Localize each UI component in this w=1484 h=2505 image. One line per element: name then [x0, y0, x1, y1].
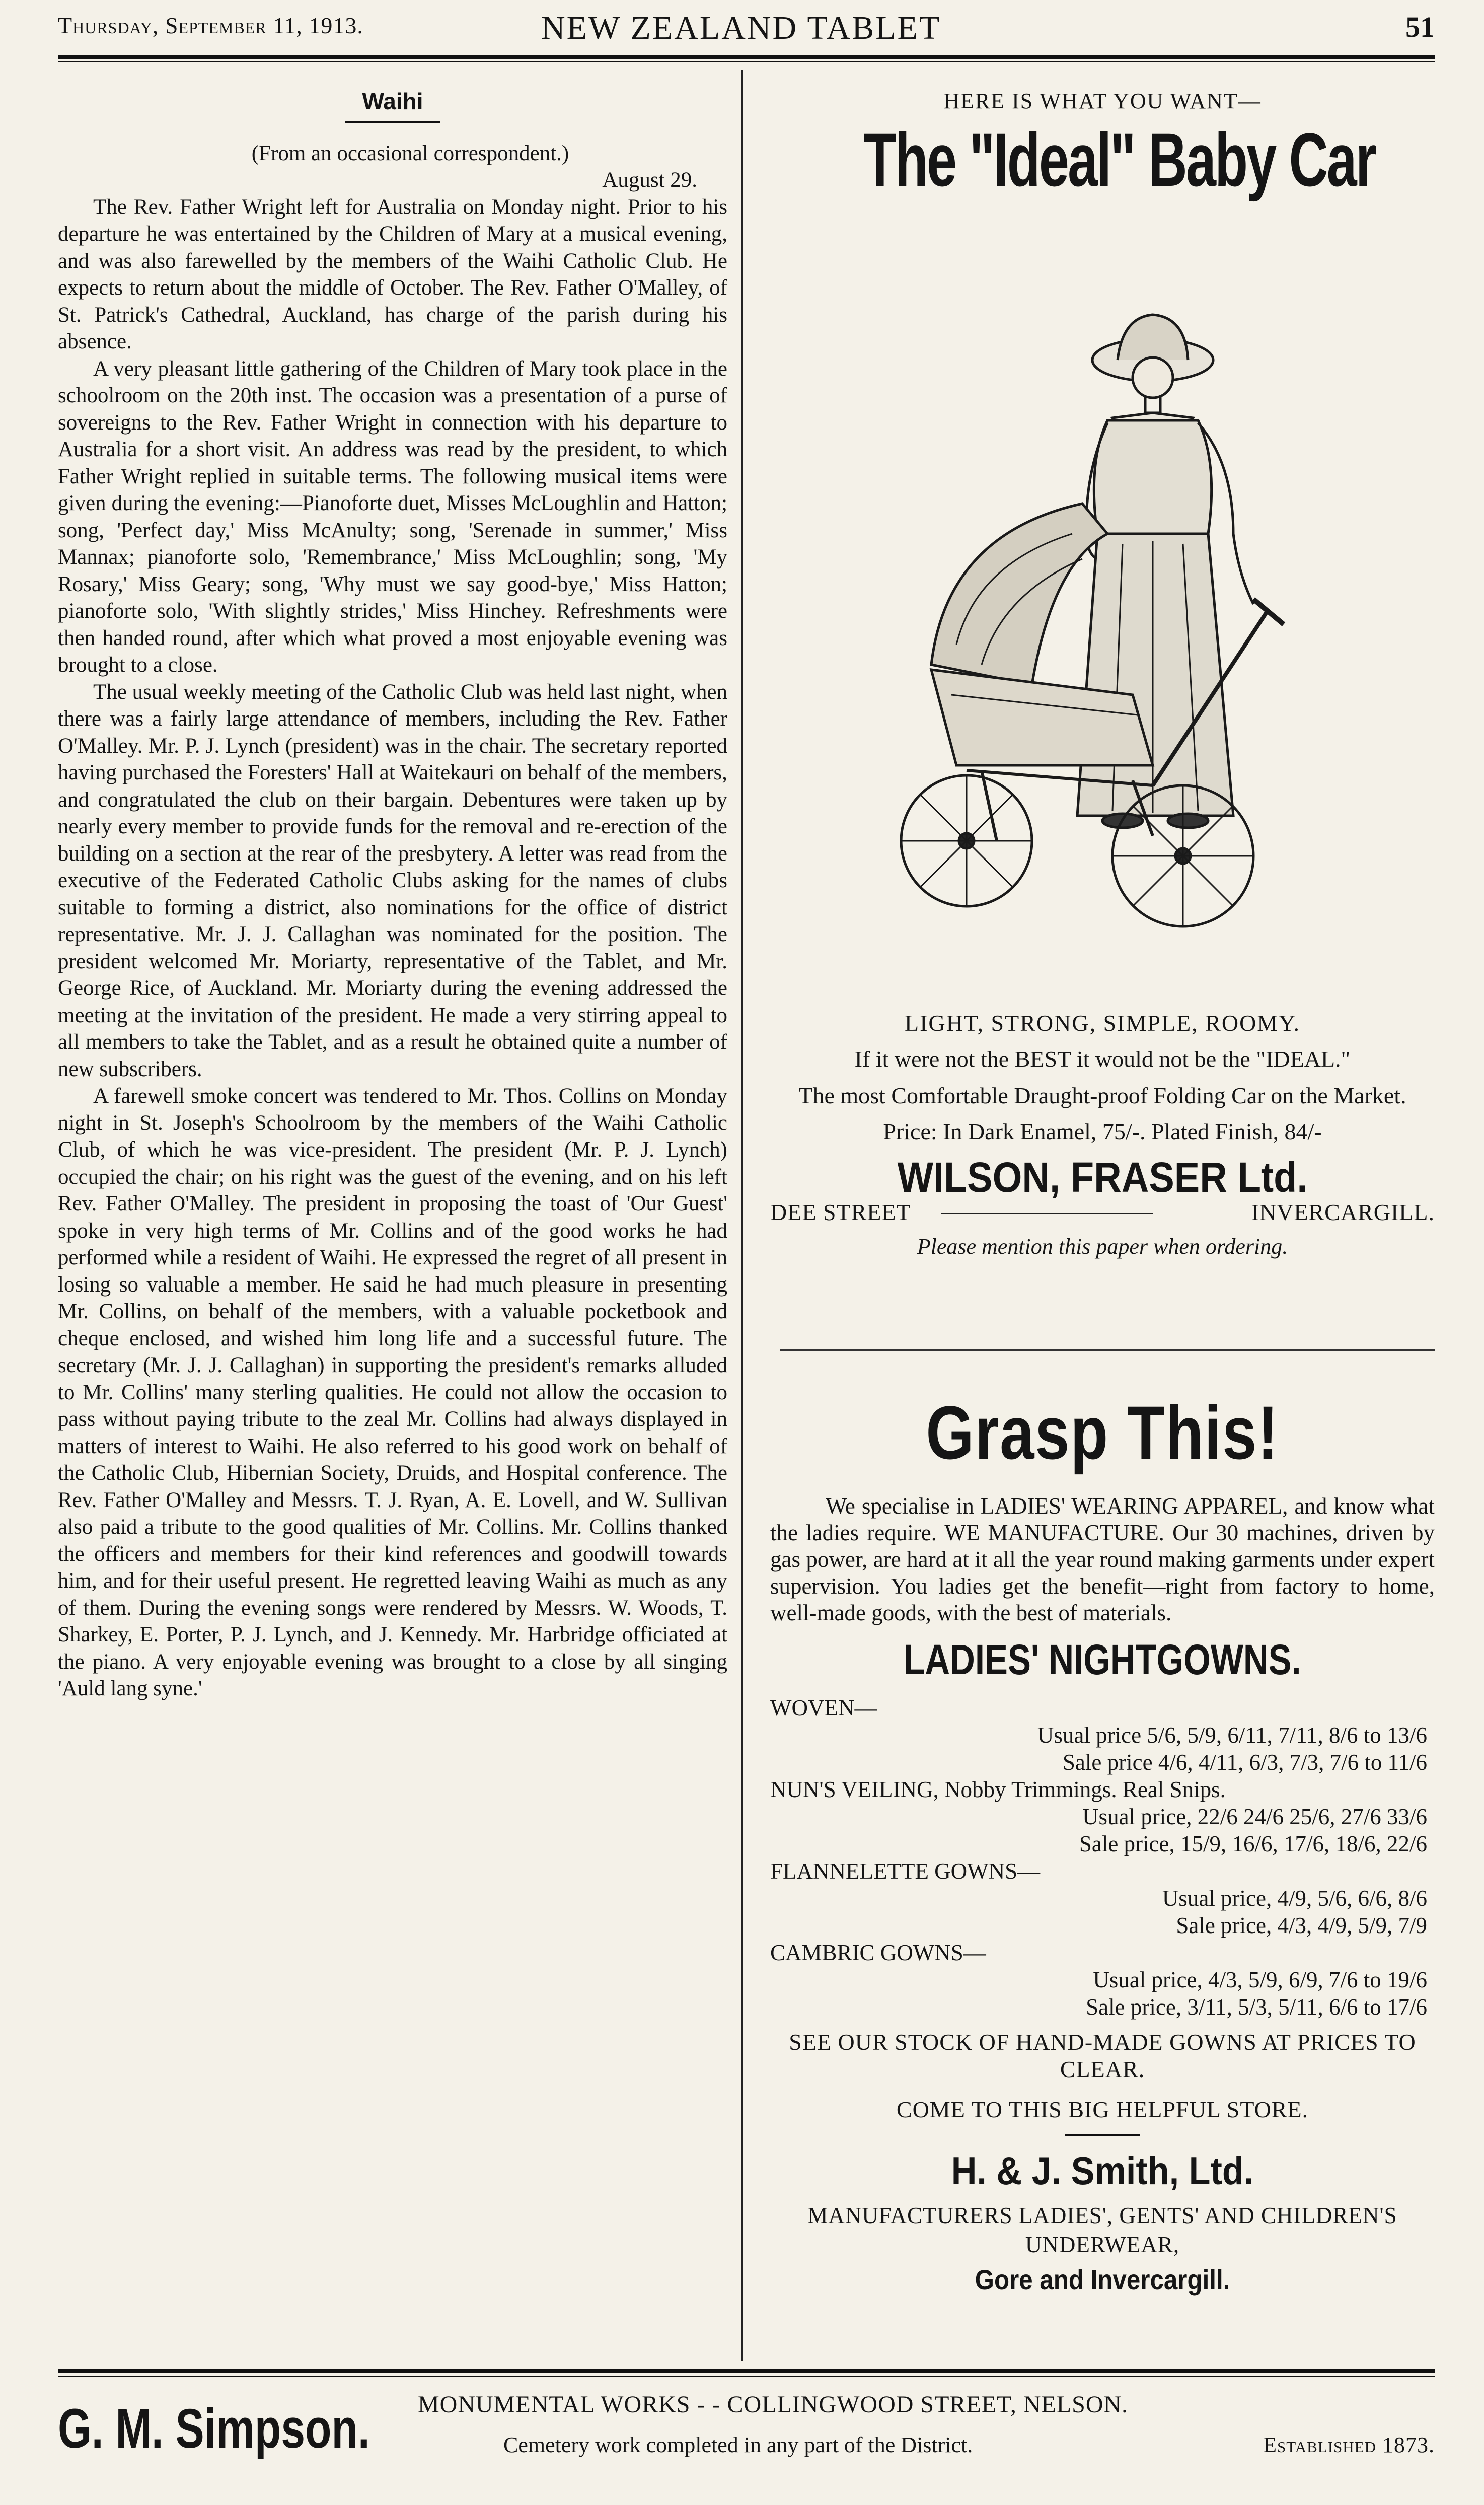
cemetery-line: [503, 2432, 1435, 2458]
sale-price: Sale price, 3/11, 5/3, 5/11, 6/6 to 17/6: [1086, 1994, 1427, 2020]
usual-price: Usual price, 4/3, 5/9, 6/9, 7/6 to 19/6: [1093, 1967, 1427, 1992]
header-rule: [58, 55, 1435, 59]
company-street: DEE STREET: [770, 1199, 911, 1225]
smith-locations: Gore and Invercargill.: [975, 2264, 1230, 2296]
gown-category: WOVEN—: [770, 1695, 877, 1721]
masthead-title: NEW ZEALAND TABLET: [541, 10, 941, 46]
baby-car-claim: If it were not the BEST it would not be the "IDEAL.": [854, 1046, 1351, 1072]
smith-tagline: MANUFACTURERS LADIES', GENTS' AND CHILDREN'S UNDERWEAR,: [807, 2203, 1397, 2257]
woman-with-baby-car-illustration: [871, 252, 1324, 982]
column-divider: [741, 70, 743, 2361]
waihi-article: [58, 88, 727, 1702]
grasp-headline: Grasp This!: [926, 1390, 1279, 1475]
established: Established 1873.: [1263, 2432, 1435, 2457]
baby-car-description: The most Comfortable Draught-proof Folding Car on the Market.: [798, 1083, 1406, 1108]
footer-rule: [58, 2369, 1435, 2373]
gown-category: FLANNELETTE GOWNS—: [770, 1858, 1041, 1884]
article-paragraph: The usual weekly meeting of the Catholic Club was held last night, when there was a fairly large attendance of members, including the Rev. Father O'Malley. Mr. P. J. Lynch (president) was in the chair. The secretary reported having purchased the Foresters' Hall at Waitekauri on behalf of the members, and congratulated the club on their bargain. Debentures were taken up by nearly every member to provide funds for the removal and re-erection of the building on a section at the rear of the presbytery. A letter was read from the executive of the Federated Catholic Clubs asking for the names of clubs suitable to forming a district, also nominations for the office of district representative. Mr. J. J. Callaghan was nominated for the position. The president welcomed Mr. Moriarty, representative of the Tablet, and Mr. George Rice, of Auckland. Mr. Moriarty during the evening addressed the meeting at the invitation of the president. He made a very stirring appeal to all members to take the Tablet, and as a result he obtained quite a number of new subscribers.: [58, 680, 727, 1081]
header-rule-thin: [58, 61, 1435, 62]
article-byline: (From an occasional correspondent.): [251, 141, 569, 165]
usual-price: Usual price, 22/6 24/6 25/6, 27/6 33/6: [1082, 1804, 1427, 1829]
company-address: [770, 1199, 1435, 1229]
baby-car-details: [770, 1010, 1435, 1260]
store-rule: [1065, 2134, 1140, 2136]
article-paragraph: The Rev. Father Wright left for Australia on Monday night. Prior to his departure he was entertained by the Children of Mary at a musical evening, and was also farewelled by the members of the Waihi Catholic Club. He expects to return about the middle of October. The Rev. Father O'Malley, of St. Patrick's Cathedral, Auckland, has charge of the parish during his absence.: [58, 195, 727, 353]
ordering-note: Please mention this paper when ordering.: [917, 1234, 1288, 1259]
address-dash: [941, 1213, 1153, 1214]
baby-car-headline: The "Ideal" Baby Car: [863, 117, 1375, 202]
monumental-works: MONUMENTAL WORKS - - COLLINGWOOD STREET, NELSON.: [418, 2391, 1129, 2418]
article-paragraph: A very pleasant little gathering of the Children of Mary took place in the schoolroom on the 20th inst. The occasion was a presentation of a purse of sovereigns to the Rev. Father Wright in connection with his departure to Australia for a short visit. An address was read by the president, to which Father Wright replied in suitable terms. The following musical items were given during the evening:—Pianoforte duet, Misses McLoughlin and Hatton; song, 'Perfect day,' Miss McAnulty; song, 'Serenade in summer,' Miss Mannax; pianoforte solo, 'Remembrance,' Miss McLoughlin; song, 'My Rosary,' Miss Geary; song, 'Why must we say good-bye,' Miss Hatton; pianoforte solo, 'With slightly strides,' Miss Hinchey. Refreshments were then handed round, after which what proved a most enjoyable evening was brought to a close.: [58, 356, 727, 677]
gown-category: NUN'S VEILING, Nobby Trimmings. Real Snips.: [770, 1777, 1226, 1802]
article-dateline: August 29.: [602, 168, 697, 192]
nightgowns-subheading: LADIES' NIGHTGOWNS.: [904, 1636, 1301, 1683]
nightgowns-advertisement: [770, 1392, 1435, 2296]
sale-price: Sale price, 15/9, 16/6, 17/6, 18/6, 22/6: [1079, 1831, 1427, 1856]
advertisement-column: [770, 88, 1435, 2296]
title-rule: [345, 121, 440, 123]
baby-car-features: LIGHT, STRONG, SIMPLE, ROOMY.: [905, 1010, 1300, 1036]
gown-category: CAMBRIC GOWNS—: [770, 1940, 986, 1965]
article-paragraph: A farewell smoke concert was tendered to Mr. Thos. Collins on Monday night in St. Joseph's Schoolroom by the members of the Waihi Catholic Club, of which he was vice-president. The president (Mr. P. J. Lynch) occupied the chair; on his right was the guest of the evening, and on his left Rev. Father O'Malley. The president in proposing the toast of 'Our Guest' spoke in very high terms of Mr. Collins and of the good works he had performed while a resident of Waihi. He expressed the regret of all present in losing so valuable a member. He said he had much pleasure in presenting Mr. Collins, on behalf of the members, with a valuable pocketbook and cheque enclosed, and wished him long life and a successful future. The secretary (Mr. J. J. Callaghan) in supporting the president's remarks alluded to Mr. Collins' many sterling qualities. He could not allow the occasion to pass without paying tribute to the zeal Mr. Collins had always displayed in matters of interest to Waihi. He also referred to his good work on behalf of the Catholic Club, Hibernian Society, Druids, and Hospital conference. The Rev. Father O'Malley and Messrs. T. J. Ryan, A. E. Lovell, and W. Sullivan also paid a tribute to the good qualities of Mr. Collins. Mr. Collins thanked the officers and members for their kind references and goodwill towards him, and for their useful present. He regretted leaving Waihi as much as any of them. During the evening songs were rendered by Messrs. W. Woods, T. Sharkey, E. Porter, P. J. Lynch, and J. Kennedy. Mr. Harbridge officiated at the piano. A very enjoyable evening was brought to a close by all singing 'Auld lang syne.': [58, 1084, 727, 1700]
store-call: COME TO THIS BIG HELPFUL STORE.: [896, 2097, 1309, 2122]
baby-car-kicker: HERE IS WHAT YOU WANT—: [943, 89, 1262, 113]
stock-note: SEE OUR STOCK OF HAND-MADE GOWNS AT PRICES TO CLEAR.: [789, 2029, 1416, 2082]
baby-car-company: WILSON, FRASER Ltd.: [897, 1154, 1308, 1201]
simpson-name: G. M. Simpson.: [58, 2398, 370, 2460]
article-title: Waihi: [362, 88, 423, 114]
page-number: 51: [1405, 11, 1435, 43]
issue-date: Thursday, September 11, 1913.: [58, 13, 363, 38]
sale-price: Sale price 4/6, 4/11, 6/3, 7/3, 7/6 to 11/6: [1062, 1750, 1427, 1775]
gowns-intro: We specialise in LADIES' WEARING APPAREL, and know what the ladies require. WE MANUFACTURE. Our 30 machines, driven by gas power, are hard at it all the year round making garments under expert supervision. You ladies get the benefit—right from factory to home, well-made goods, with the best of materials.: [770, 1493, 1435, 1625]
usual-price: Usual price 5/6, 5/9, 6/11, 7/11, 8/6 to 13/6: [1037, 1723, 1427, 1748]
cemetery-work: Cemetery work completed in any part of the District.: [503, 2432, 973, 2457]
page-header: [58, 9, 1435, 44]
company-city: INVERCARGILL.: [1251, 1199, 1435, 1225]
footer-rule-thin: [58, 2376, 1435, 2377]
usual-price: Usual price, 4/9, 5/6, 6/6, 8/6: [1162, 1886, 1427, 1911]
baby-car-price: Price: In Dark Enamel, 75/-. Plated Finish, 84/-: [883, 1119, 1322, 1144]
smith-company: H. & J. Smith, Ltd.: [951, 2149, 1254, 2193]
ad-separator: [780, 1349, 1435, 1351]
sale-price: Sale price, 4/3, 4/9, 5/9, 7/9: [1176, 1913, 1427, 1938]
